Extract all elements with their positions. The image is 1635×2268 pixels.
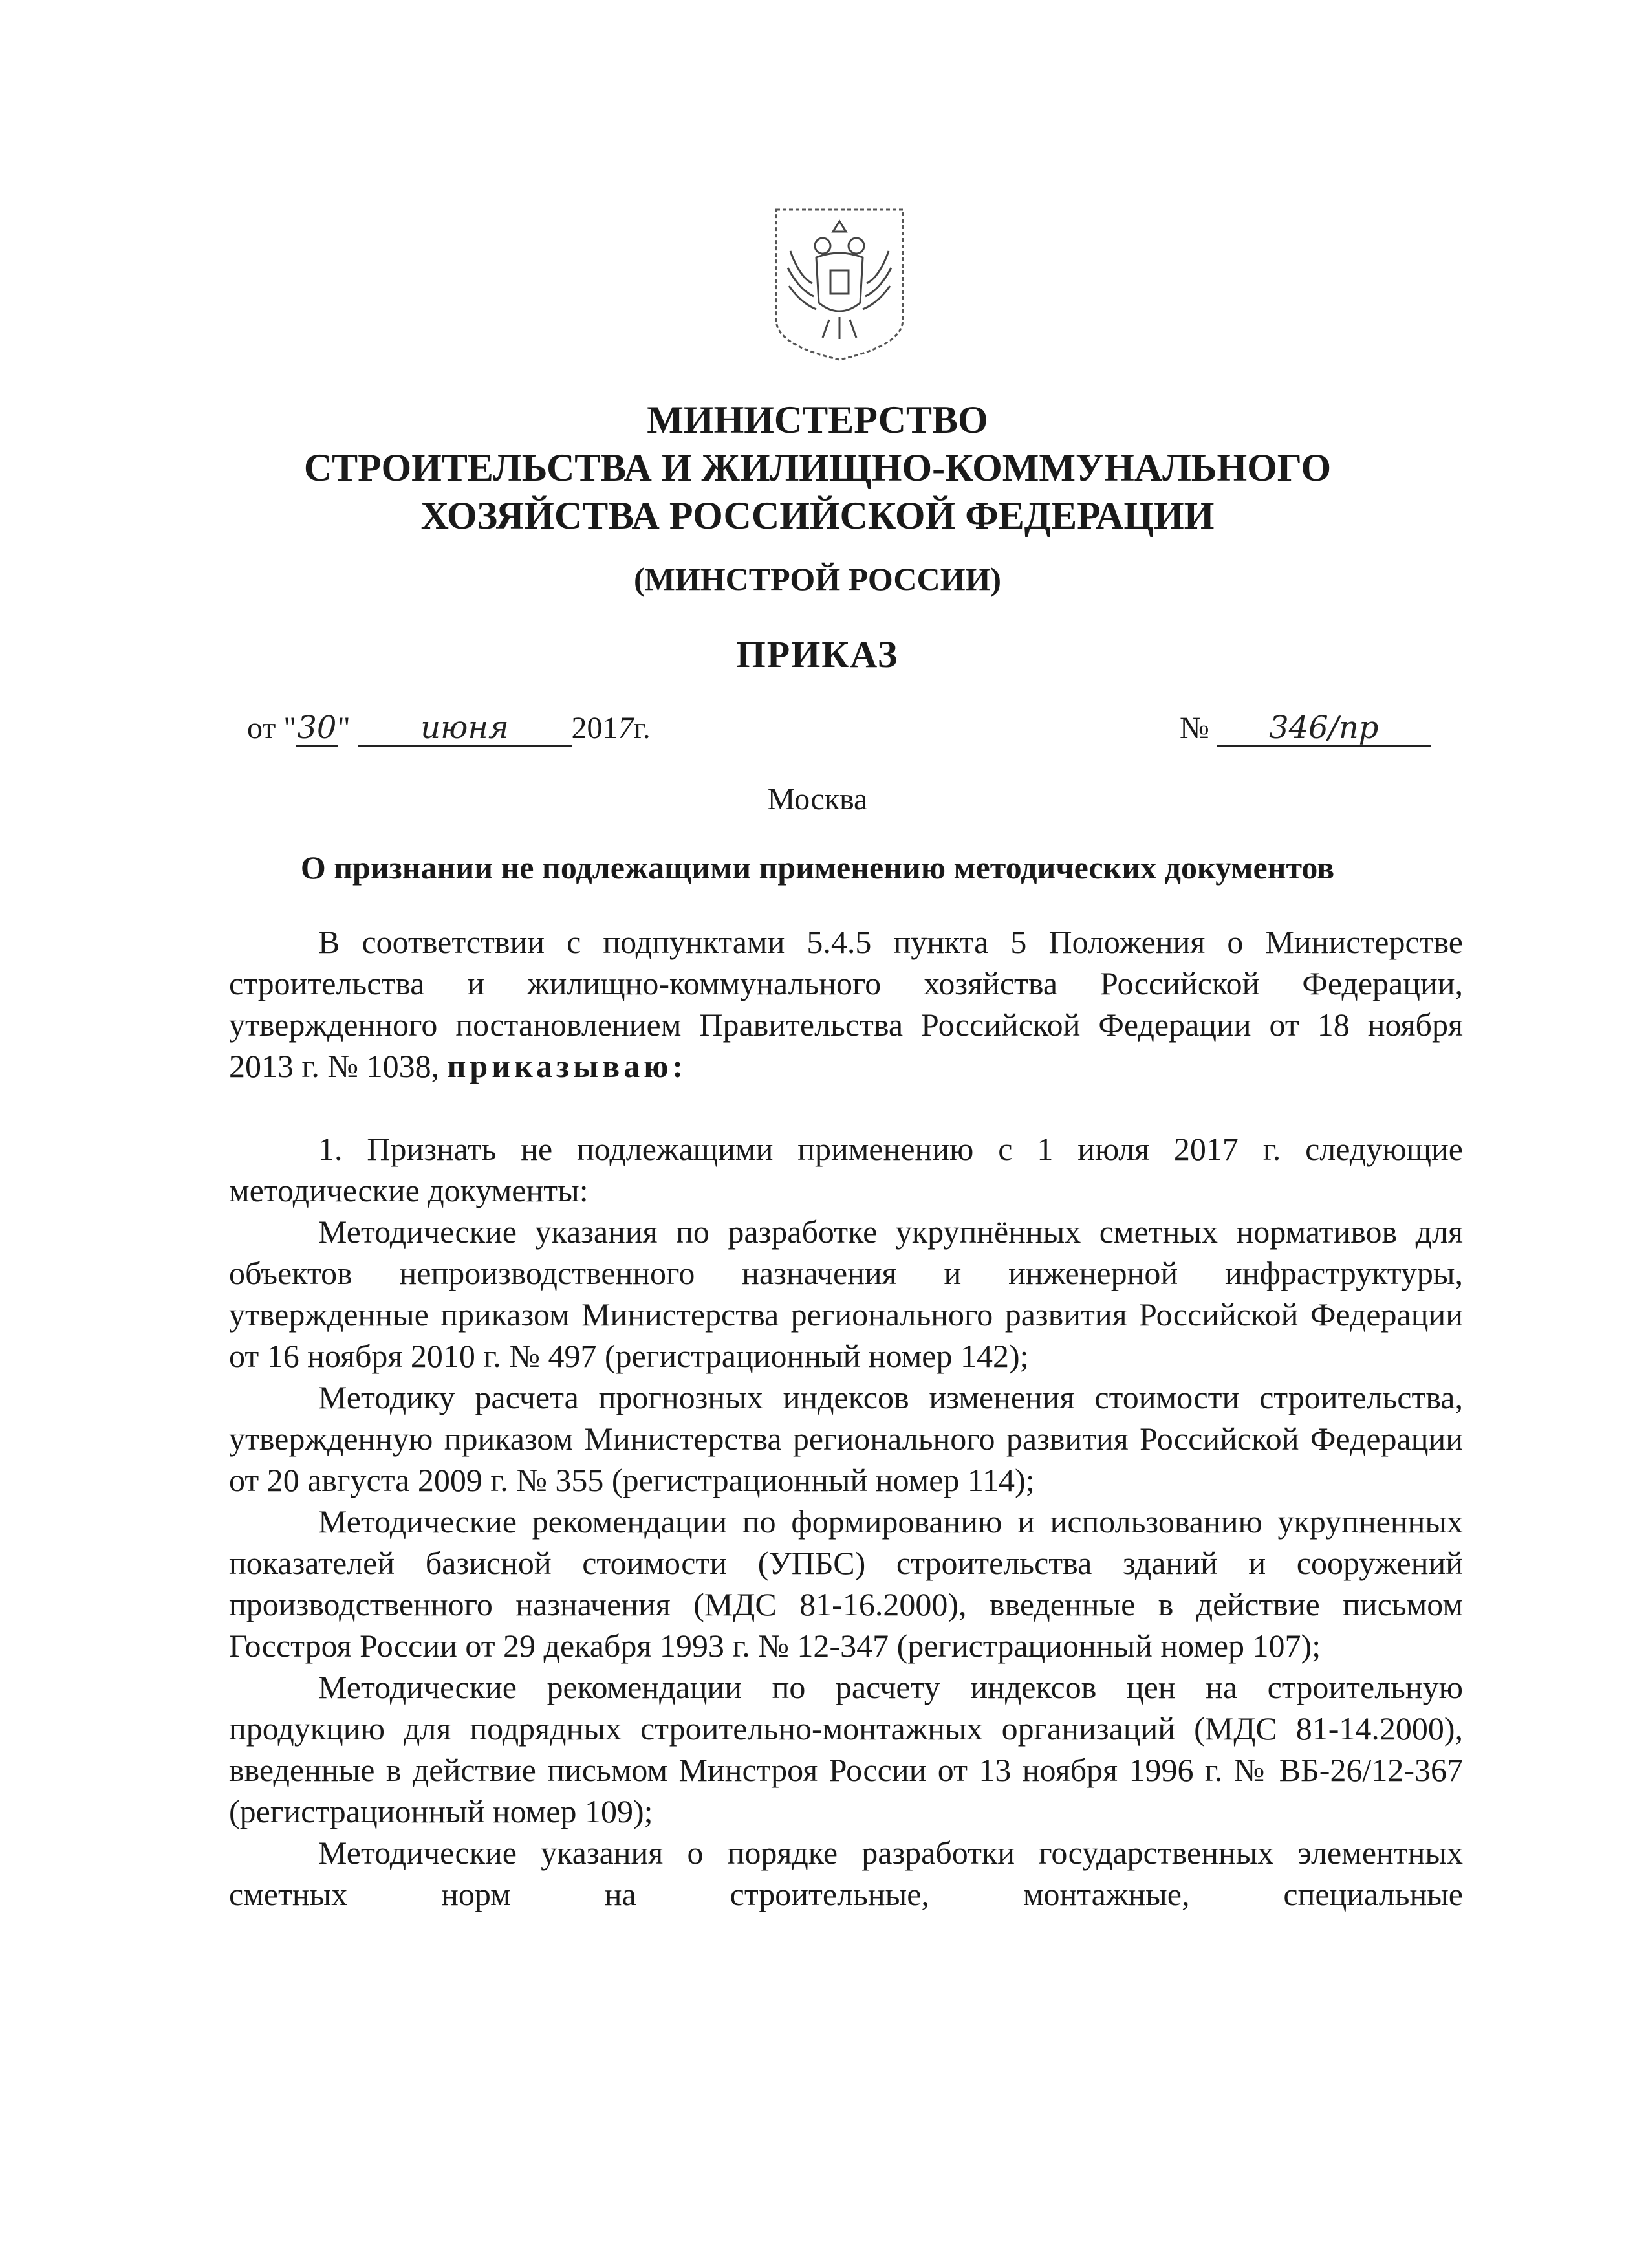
listed-document-2: Методику расчета прогнозных индексов изменения стоимости строительства, утвержденную приказом Министерства регионального развития Российской Федерации от 20 августа 2009 г. № 355 (регистрационный номер 114); <box>229 1379 1463 1498</box>
date-month: июня <box>358 711 572 747</box>
city: Москва <box>767 782 868 816</box>
order-number <box>1180 710 1431 747</box>
date-day: 30 <box>297 710 337 746</box>
date-year-hand: 7 <box>618 711 634 745</box>
listed-document-1: Методические указания по разработке укрупнённых сметных нормативов для объектов непроизводственного назначения и инженерной инфраструктуры, утвержденные приказом Министерства регионального развития Российской Федерации от 16 ноября 2010 г. № 497 (регистрационный номер 142); <box>229 1214 1463 1374</box>
coat-of-arms-icon <box>771 206 908 364</box>
number-value: 346/пр <box>1217 711 1431 747</box>
order-body <box>229 921 1463 1915</box>
organization-abbreviation: (МИНСТРОЙ РОССИИ) <box>633 561 1002 597</box>
organization-name <box>0 396 1635 540</box>
document-type: ПРИКАЗ <box>736 633 899 675</box>
preamble <box>229 921 1463 1087</box>
order-subject: О признании не подлежащими применению методических документов <box>300 849 1335 886</box>
date-prefix: от " <box>247 711 296 745</box>
date-suffix: г. <box>633 711 651 745</box>
item-1: 1. Признать не подлежащими применению с 1 июля 2017 г. следующие методические документы: <box>229 1131 1463 1208</box>
org-line-3: ХОЗЯЙСТВА РОССИЙСКОЙ ФЕДЕРАЦИИ <box>420 494 1215 537</box>
date-quote-close: " <box>337 711 351 745</box>
org-line-2: СТРОИТЕЛЬСТВА И ЖИЛИЩНО-КОММУНАЛЬНОГО <box>303 446 1332 489</box>
listed-document-4: Методические рекомендации по расчету индексов цен на строительную продукцию для подрядных строительно-монтажных организаций (МДС 81-14.2000), введенные в действие письмом Минстроя России от 13 ноября 1996 г. № ВБ-26/12-367 (регистрационный номер 109); <box>229 1669 1463 1829</box>
org-line-1: МИНИСТЕРСТВО <box>647 398 988 441</box>
date-year-prefix: 201 <box>571 711 618 745</box>
preamble-text: В соответствии с подпунктами 5.4.5 пункта 5 Положения о Министерстве строительства и жилищно-коммунального хозяйства Российской Федерации, утвержденного постановлением Правительства Российской Федерации от 18 ноября 2013 г. № 1038, <box>229 924 1463 1084</box>
listed-document-5: Методические указания о порядке разработки государственных элементных сметных норм на строительные, монтажные, специальные <box>229 1835 1463 1912</box>
number-prefix: № <box>1180 711 1209 745</box>
order-date <box>247 710 651 747</box>
listed-document-3: Методические рекомендации по формированию и использованию укрупненных показателей базисной стоимости (УПБС) строительства зданий и сооружений производственного назначения (МДС 81-16.2000), введенные в действие письмом Госстроя России от 29 декабря 1993 г. № 12-347 (регистрационный номер 107); <box>229 1503 1463 1664</box>
preamble-order-word: приказываю: <box>447 1048 688 1084</box>
